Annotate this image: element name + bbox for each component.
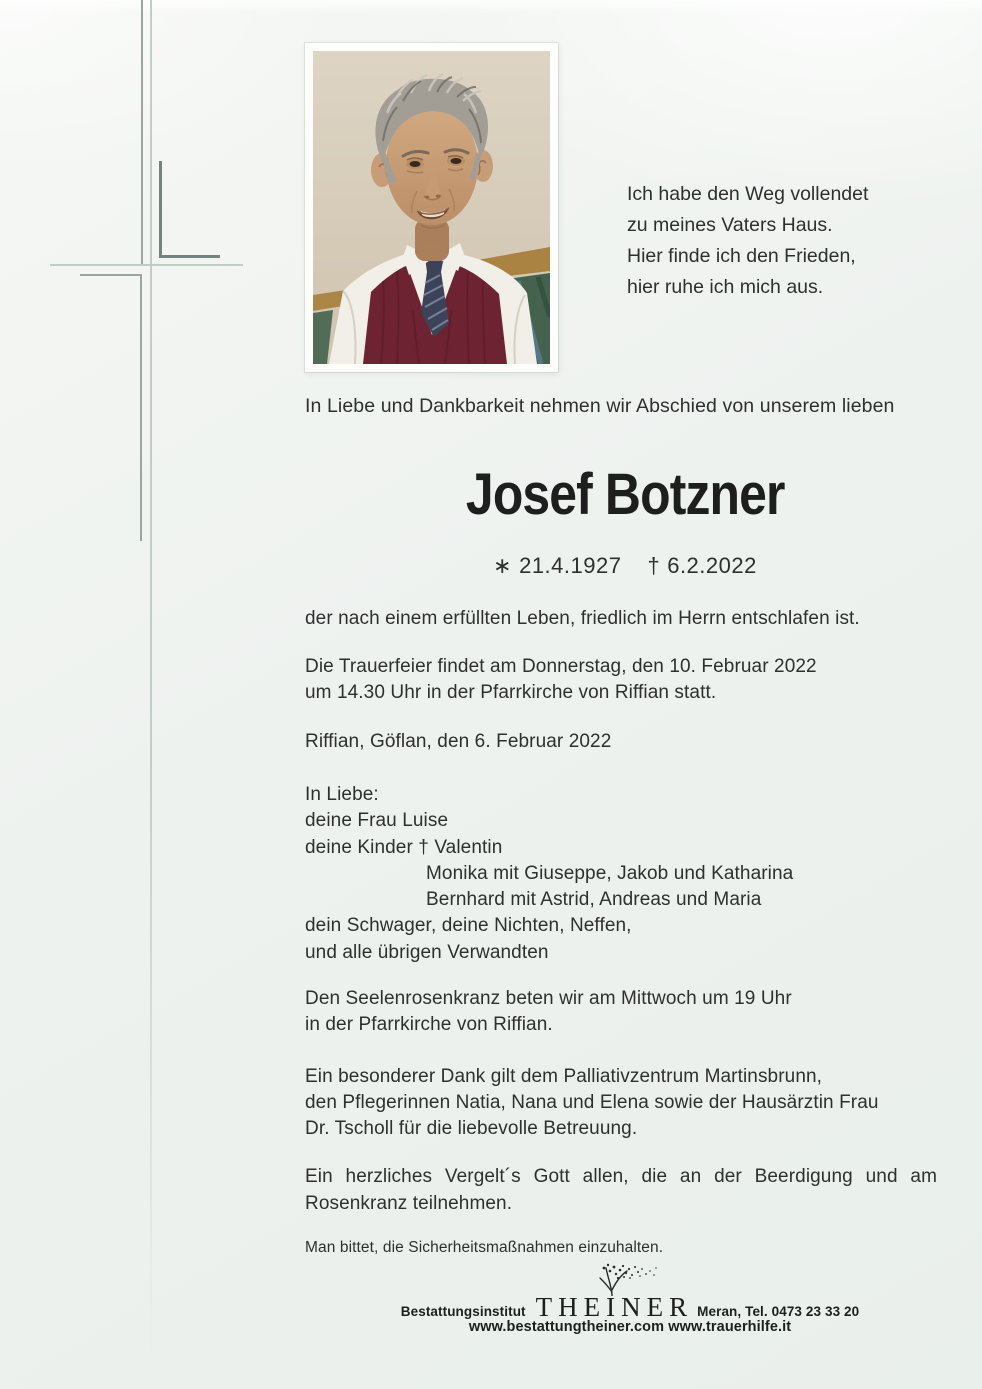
portrait-illustration (313, 51, 550, 364)
mourner-line: Bernhard mit Astrid, Andreas und Maria (426, 889, 762, 911)
cross-corner-upper-vertical (159, 161, 162, 257)
passing-line: der nach einem erfüllten Leben, friedlich im Herrn entschlafen ist. (305, 608, 860, 629)
verse-line: Ich habe den Weg vollendet (627, 183, 869, 205)
mourner-line: und alle übrigen Verwandten (305, 941, 549, 963)
thanks-line-1: Ein besonderer Dank gilt dem Palliativzentrum Martinsbrunn, (305, 1066, 823, 1087)
birth-date: 21.4.1927 (519, 553, 622, 578)
thanks-line-2: den Pflegerinnen Natia, Nana und Elena sowie der Hausärztin Frau (305, 1092, 879, 1114)
memorial-verse (627, 179, 868, 303)
mourners-list (305, 782, 945, 966)
cross-corner-lower-vertical (140, 274, 142, 541)
death-symbol: † (647, 553, 661, 578)
verse-line: zu meines Vaters Haus. (627, 214, 833, 236)
thanks-paragraph (305, 1064, 945, 1143)
rosary-info (305, 986, 945, 1039)
rosary-line-2: in der Pfarrkirche von Riffian. (305, 1014, 553, 1036)
portrait-photo (305, 43, 558, 372)
death-date: 6.2.2022 (667, 553, 757, 578)
tree-icon (596, 1262, 658, 1296)
cross-corner-upper-horizontal (159, 255, 220, 258)
safety-note: Man bittet, die Sicherheitsmaßnahmen einzuhalten. (305, 1239, 664, 1256)
mourners-lines (305, 808, 945, 966)
funeral-info (305, 654, 945, 707)
gratitude-line-2: Rosenkranz teilnehmen. (305, 1192, 513, 1214)
deceased-name-text: Josef Botzner (465, 462, 785, 527)
life-dates (303, 551, 947, 581)
thanks-line-3: Dr. Tscholl für die liebevolle Betreuung. (305, 1118, 638, 1140)
funeral-line-2: um 14.30 Uhr in der Pfarrkirche von Riffian statt. (305, 682, 717, 704)
cross-line-horizontal (50, 264, 243, 266)
birth-symbol: ∗ (493, 553, 513, 578)
deceased-name (303, 464, 947, 526)
institute-brand: THEINER (535, 1292, 694, 1322)
gratitude-line-1: Ein herzliches Vergelt´s Gott allen, die an der Beerdigung und am (305, 1166, 937, 1187)
funeral-line-1: Die Trauerfeier findet am Donnerstag, den 10. Februar 2022 (305, 656, 817, 677)
intro-line: In Liebe und Dankbarkeit nehmen wir Abschied von unserem lieben (305, 395, 895, 417)
institute-label: Bestattungsinstitut (400, 1304, 526, 1319)
mourner-line: dein Schwager, deine Nichten, Neffen, (305, 915, 632, 937)
mourner-line: deine Frau Luise (305, 810, 449, 832)
gratitude-paragraph (305, 1164, 945, 1217)
cross-line-vertical-long (150, 0, 152, 1370)
mourner-line: deine Kinder † Valentin (305, 836, 503, 858)
institute-websites: www.bestattungtheiner.com www.trauerhilfe.it (468, 1319, 792, 1335)
cross-corner-lower-horizontal (80, 274, 142, 276)
verse-line: hier ruhe ich mich aus. (627, 276, 824, 298)
rosary-line-1: Den Seelenrosenkranz beten wir am Mittwoch um 19 Uhr (305, 988, 792, 1009)
cross-line-vertical-short (141, 0, 143, 264)
mourner-line: Monika mit Giuseppe, Jakob und Katharina (426, 862, 794, 884)
institute-contact: Meran, Tel. 0473 23 33 20 (697, 1304, 860, 1319)
place-and-date: Riffian, Göflan, den 6. Februar 2022 (305, 731, 612, 752)
mourners-heading: In Liebe: (305, 784, 379, 805)
funeral-home-footer (300, 1258, 960, 1348)
verse-line: Hier finde ich den Frieden, (627, 245, 856, 267)
